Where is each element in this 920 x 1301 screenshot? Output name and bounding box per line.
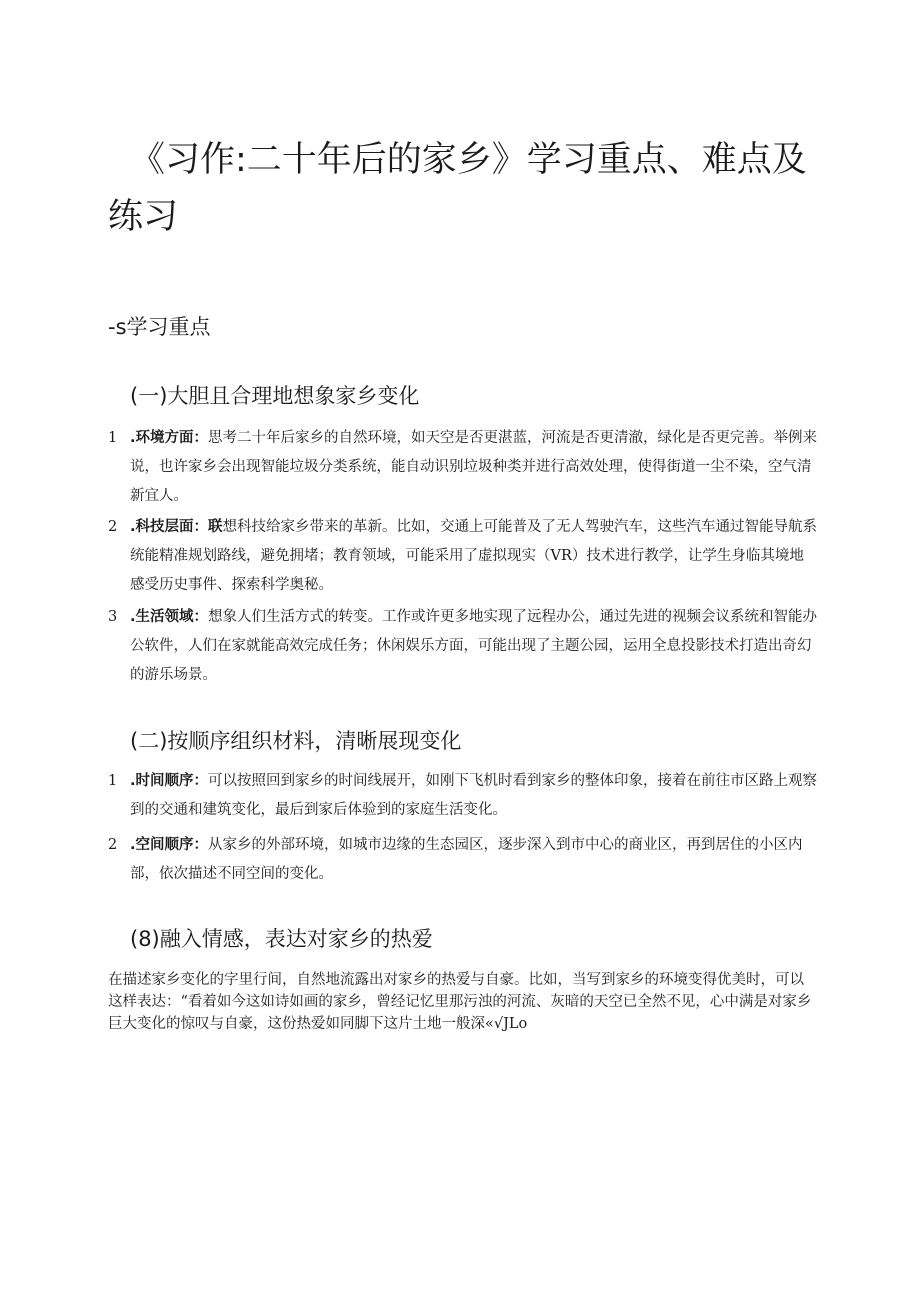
- section-heading-key-points: -s学习重点: [108, 315, 211, 339]
- list-number: 3: [108, 609, 118, 625]
- subsection-heading-emotion: (8)融入情感，表达对家乡的热爱: [130, 927, 433, 951]
- document-title: 《习作:二十年后的家乡》学习重点、难点及练习: [108, 140, 807, 237]
- subsection-heading-imagine: (一)大胆且合理地想象家乡变化: [130, 384, 420, 408]
- list-item-text: 可以按照回到家乡的时间线展开，如刚下飞机时看到家乡的整体印象，接着在前往市区路上观察到的交通和建筑变化，最后到家后体验到的家庭生活变化。: [130, 773, 818, 818]
- list-item-lead: .环境方面：: [130, 430, 209, 446]
- list-item: [108, 513, 818, 600]
- list-item: [108, 767, 818, 825]
- subsection-heading-order: (二)按顺序组织材料，清晰展现变化: [130, 729, 462, 753]
- emotion-paragraph: 在描述家乡变化的字里行间，自然地流露出对家乡的热爱与自豪。比如，当写到家乡的环境变得优美时，可以这样表达：“看着如今这如诗如画的家乡，曾经记忆里那污浊的河流、灰暗的天空已全然不见，心中满是对家乡巨大变化的惊叹与自豪，这份热爱如同脚下这片土地一般深«√JLo: [108, 972, 812, 1032]
- list-number: 1: [108, 773, 118, 789]
- list-item: [108, 424, 818, 511]
- list-item-lead: .空间顺序：: [130, 837, 209, 853]
- list-item-lead: .科技层面：联: [130, 519, 223, 535]
- list-item-text: 思考二十年后家乡的自然环境，如天空是否更湛蓝，河流是否更清澈，绿化是否更完善。举例来说，也许家乡会出现智能垃圾分类系统，能自动识别垃圾种类并进行高效处理，使得街道一尘不染，空气清新宜人。: [130, 430, 818, 504]
- list-item: [108, 603, 818, 690]
- list-item-lead: .时间顺序：: [130, 773, 209, 789]
- list-item: [108, 831, 818, 889]
- list-item-text: 从家乡的外部环境，如城市边缘的生态园区，逐步深入到市中心的商业区，再到居住的小区内部，依次描述不同空间的变化。: [130, 837, 803, 882]
- list-item-text: 想象人们生活方式的转变。工作或许更多地实现了远程办公，通过先进的视频会议系统和智能办公软件，人们在家就能高效完成任务；休闲娱乐方面，可能出现了主题公园，运用全息投影技术打造出奇幻的游乐场景。: [130, 609, 818, 683]
- list-number: 2: [108, 837, 118, 853]
- list-item-lead: .生活领域：: [130, 609, 209, 625]
- list-item-text: 想科技给家乡带来的革新。比如，交通上可能普及了无人驾驶汽车，这些汽车通过智能导航系统能精准规划路线，避免拥堵；教育领域，可能采用了虚拟现实（VR）技术进行教学，让学生身临其境地感受历史事件、探索科学奥秘。: [130, 519, 818, 593]
- list-number: 1: [108, 430, 118, 446]
- list-number: 2: [108, 519, 118, 535]
